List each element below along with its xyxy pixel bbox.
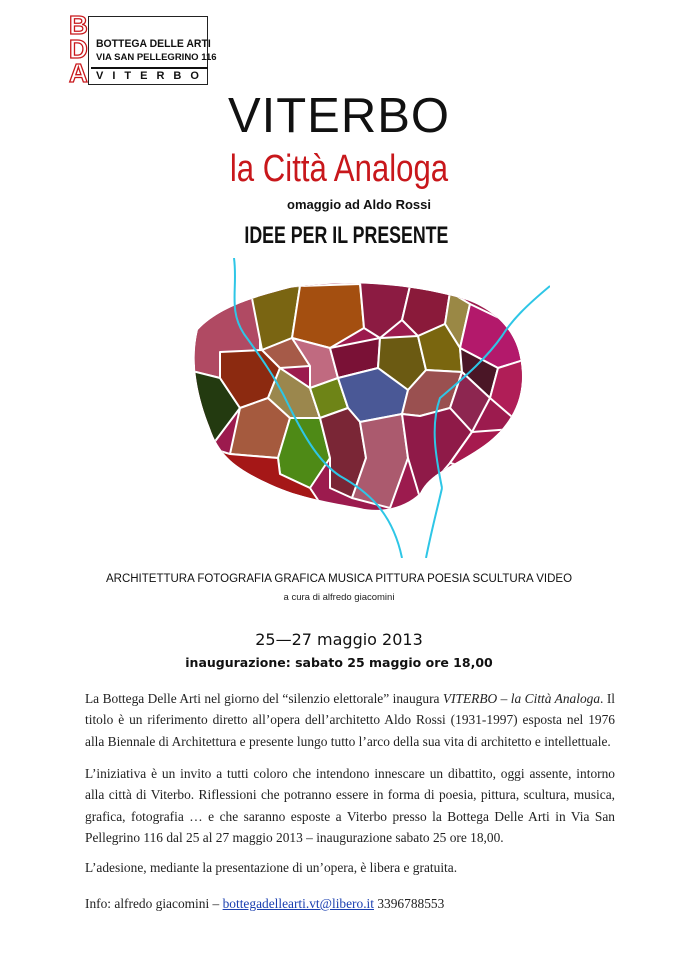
logo-address: VIA SAN PELLEGRINO 116	[96, 52, 217, 63]
logo-name: BOTTEGA DELLE ARTI	[96, 38, 211, 50]
logo-letter-d: D	[69, 34, 88, 64]
intro-text-a: La Bottega Delle Arti nel giorno del “silenzio elettorale” inaugura	[85, 691, 443, 706]
theme-heading: IDEE PER IL PRESENTE	[244, 222, 449, 249]
exhibition-title: VITERBO – la Città Analoga	[442, 691, 601, 706]
invitation-paragraph: L’iniziativa è un invito a tutti coloro che intendono innescare un dibattito, oggi assente, intorno alla città di Viterbo. Riflessioni che potranno essere in forma di poesia, pittura, scultura, musica, grafica, fotografia … e che saranno esposte a Viterbo presso la Bottega Delle Arti in Via San Pellegrino 116 dal 25 al 27 maggio 2013 – inaugurazione sabato 25 ore 18,00.	[85, 766, 615, 846]
page-title: VITERBO	[227, 89, 451, 143]
participation-paragraph: L’adesione, mediante la presentazione di un’opera, è libera e gratuita.	[85, 860, 458, 875]
homage-line: omaggio ad Aldo Rossi	[287, 197, 431, 212]
event-dates: 25—27 maggio 2013	[255, 630, 423, 649]
contact-info	[85, 893, 615, 914]
opening-time: inaugurazione: sabato 25 maggio ore 18,00	[185, 655, 493, 670]
contact-phone: 3396788553	[374, 896, 445, 911]
disciplines-list: ARCHITETTURA FOTOGRAFIA GRAFICA MUSICA PITTURA POESIA SCULTURA VIDEO	[105, 573, 573, 585]
logo-city: VITERBO	[96, 70, 208, 82]
intro-text-b: . Il titolo è un riferimento diretto all’opera dell’architetto Aldo Rossi (1931-1997) esposta nel 1976 alla Biennale di Architettura e presente lungo tutto l’arco della sua vita di architetto e intellettuale.	[85, 691, 616, 749]
logo-letter-a: A	[69, 58, 88, 88]
curator-credit: a cura di alfredo giacomini	[283, 592, 395, 603]
intro-paragraph	[85, 688, 615, 752]
email-link[interactable]: bottegadellearti.vt@libero.it	[222, 896, 374, 911]
contact-prefix: Info: alfredo giacomini –	[85, 896, 223, 911]
city-map-illustration	[180, 258, 550, 558]
logo-divider	[91, 67, 208, 69]
logo-letter-b: B	[69, 10, 88, 40]
page-subtitle: la Città Analoga	[229, 148, 449, 190]
